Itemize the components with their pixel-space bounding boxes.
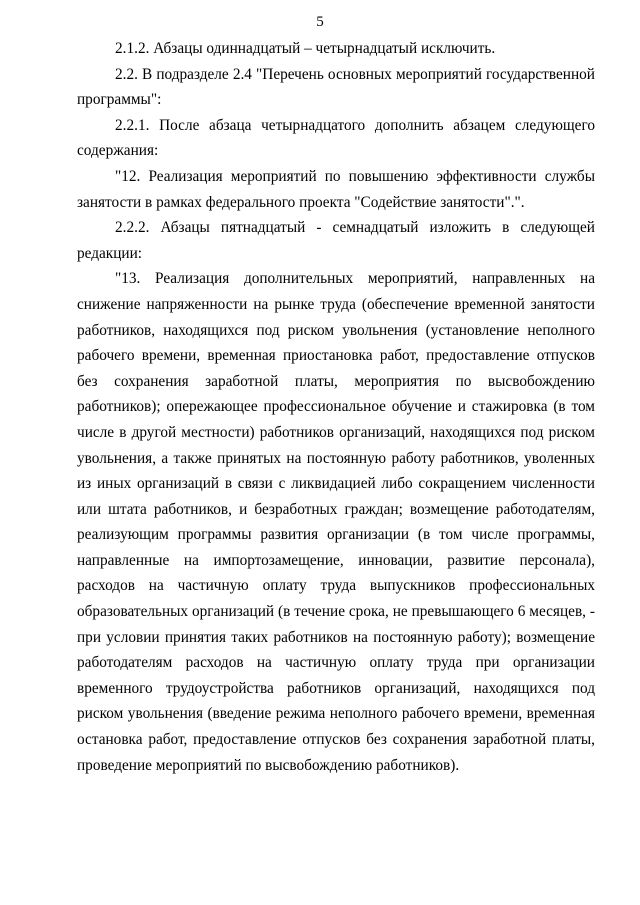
page-number: 5 xyxy=(316,14,324,30)
paragraph-quote-12: "12. Реализация мероприятий по повышению эффективности службы занятости в рамках федерального проекта "Содействие занятости".". xyxy=(77,167,595,211)
paragraph-quote-13: "13. Реализация дополнительных мероприятий, направленных на снижение напряженности на рынке труда (обеспечение временной занятости работников, находящихся под риском увольнения (установление неполного рабочего времени, временная приостановка работ, предоставление отпусков без сохранения заработной платы, мероприятия по высвобождению работников); опережающее профессиональное обучение и стажировка (в том числе в другой местности) работников организаций, находящихся под риском увольнения, а также принятых на постоянную работу работников, уволенных из иных организаций в связи с ликвидацией либо сокращением численности или штата работников, и безработных граждан; возмещение работодателям, реализующим программы развития организации (в том числе программы, направленные на импортозамещение, инновации, развитие персонала), расходов на частичную оплату труда выпускников профессиональных образовательных организаций (в течение срока, не превышающего 6 месяцев, - при условии принятия таких работников на постоянную работу); возмещение работодателям расходов на частичную оплату труда при организации временного трудоустройства работников организаций, находящихся под риском увольнения (введение режима неполного рабочего времени, временная остановка работ, предоставление отпусков без сохранения заработной платы, проведение мероприятий по высвобождению работников). xyxy=(77,270,595,774)
paragraph-2-1-2: 2.1.2. Абзацы одиннадцатый – четырнадцатый исключить. xyxy=(115,40,496,57)
paragraph-2-2-2: 2.2.2. Абзацы пятнадцатый - семнадцатый изложить в следующей редакции: xyxy=(77,219,595,262)
paragraph-2-2-1: 2.2.1. После абзаца четырнадцатого дополнить абзацем следующего содержания: xyxy=(77,116,595,160)
document-body xyxy=(77,36,595,778)
paragraph-2-2: 2.2. В подразделе 2.4 "Перечень основных мероприятий государственной программы": xyxy=(77,65,595,109)
